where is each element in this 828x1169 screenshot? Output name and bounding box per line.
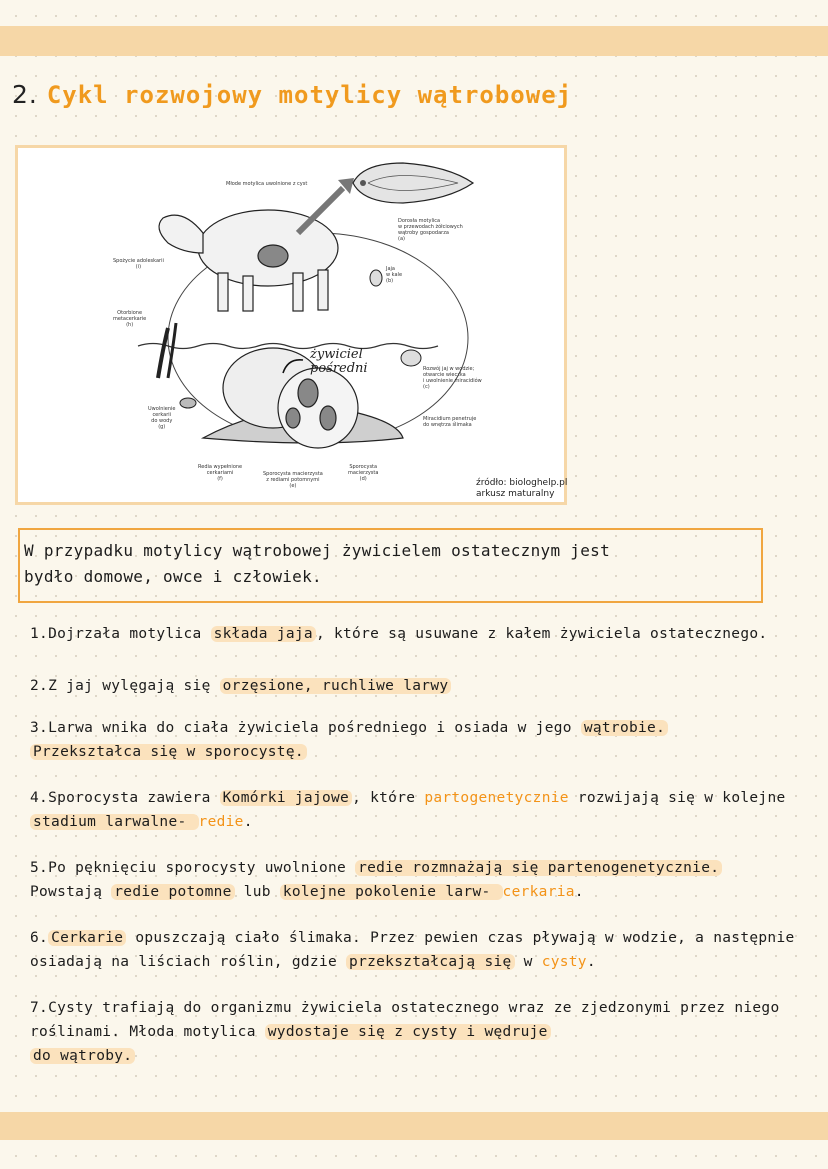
- label-g: Uwolnienie cerkarii do wody (g): [148, 406, 176, 430]
- label-c: Rozwój jaj w wodzie; otwarcie wieczka i uwolnienie miracidiów (c): [423, 366, 482, 390]
- definition-text: [24, 538, 759, 590]
- life-cycle-figure: [15, 145, 567, 505]
- list-item: 7.Cysty trafiają do organizmu żywiciela ostatecznego wraz ze zjedzonymi przez niego roślinami. Młoda motylica wydostaje się z cysty i wędruje do wątroby.: [30, 1000, 780, 1064]
- life-cycle-drawing: [18, 148, 564, 502]
- definition-line-1: W przypadku motylicy wątrobowej żywicielem ostatecznym jest: [24, 541, 611, 560]
- miracidium-egg-drawing: [401, 350, 421, 366]
- definition-line-2: bydło domowe, owce i człowiek.: [24, 567, 322, 586]
- label-a: Dorosła motylica w przewodach żółciowych wątroby gospodarza (a): [398, 218, 463, 242]
- adult-fluke-drawing: [353, 163, 473, 203]
- top-band: [0, 26, 828, 56]
- label-i: Spożycie adoleskarii (i): [113, 258, 164, 270]
- list-item: 5.Po pęknięciu sporocysty uwolnione redie rozmnażają się partenogenetycznie. Powstają redie potomne lub kolejne pokolenie larw- cerkaria.: [30, 856, 800, 904]
- definition-box: [18, 528, 763, 603]
- list-item: 1.Dojrzała motylica składa jaja , które są usuwane z kałem żywiciela ostatecznego.: [30, 626, 768, 642]
- list-item: 4.Sporocysta zawiera Komórki jajowe , które partogenetycznie rozwijają się w kolejne stadium larwalne- redie.: [30, 790, 786, 830]
- page-title: [12, 80, 572, 109]
- label-h: Otorbione metacerkarie (h): [113, 310, 147, 328]
- label-young-fluke: Młode motylica uwolnione z cyst: [226, 181, 308, 187]
- list-item: 2.Z jaj wylęgają się orzęsione, ruchliwe larwy: [30, 674, 800, 698]
- title-text: Cykl rozwojowy motylicy wątrobowej: [46, 81, 573, 109]
- label-e: Sporocysta macierzysta z rediami potomnymi (e): [263, 471, 323, 489]
- bottom-band: [0, 1112, 828, 1140]
- snail-drawing: [203, 348, 403, 448]
- source-line-2: arkusz maturalny: [476, 489, 555, 499]
- label-d: Sporocysta macierzysta (d): [348, 464, 379, 482]
- sheep-drawing: [159, 210, 338, 311]
- list-item: 3.Larwa wnika do ciała żywiciela pośredniego i osiada w jego wątrobie. Przekształca się w sporocystę.: [30, 716, 800, 764]
- steps-list: [30, 622, 800, 1064]
- source-line-1: źródło: biologhelp.pl: [476, 478, 568, 488]
- list-item: 6. Cerkarie opuszczają ciało ślimaka. Przez pewien czas pływają w wodzie, a następnie osiadają na liściach roślin, gdzie przekształcają się w cysty.: [30, 930, 795, 970]
- cercaria-drawing: [180, 398, 196, 408]
- title-number: 2.: [12, 80, 38, 109]
- label-miracidium: Miracidium penetruje do wnętrza ślimaka: [423, 416, 477, 428]
- egg-drawing: [370, 270, 382, 286]
- plant-drawing: [158, 328, 168, 378]
- label-b: Jaja w kale (b): [386, 266, 403, 284]
- note-intermediate-host: żywiciel pośredni: [310, 347, 368, 376]
- label-f: Redia wypełnione cerkariami (f): [198, 464, 243, 482]
- water-line: [138, 344, 438, 349]
